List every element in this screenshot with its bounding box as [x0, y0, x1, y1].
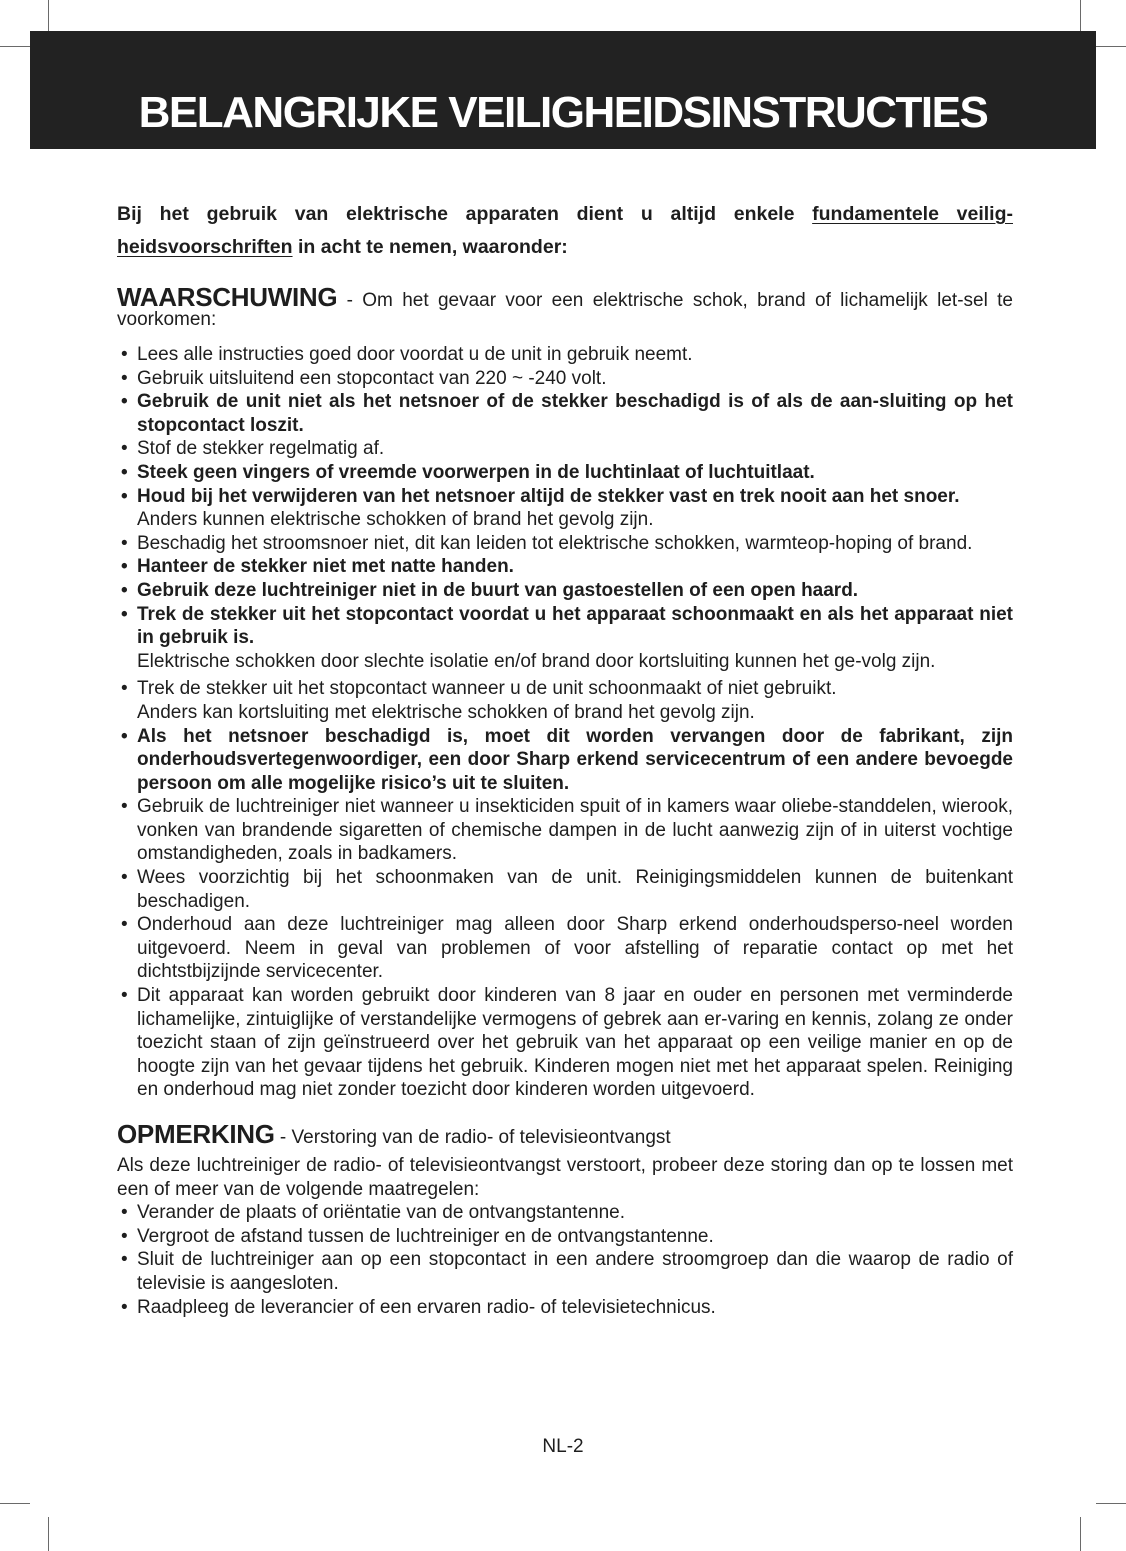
- list-item: [117, 1248, 1013, 1295]
- intro-paragraph: [117, 198, 1013, 264]
- note-heading-line: [117, 1119, 1013, 1150]
- page-title: BELANGRIJKE VEILIGHEIDSINSTRUCTIES: [138, 88, 988, 137]
- list-item: [117, 1201, 1013, 1225]
- list-item-text: Onderhoud aan deze luchtreiniger mag alleen door Sharp erkend onderhoudsperso-neel worden uitgevoerd. Neem in geval van problemen of voor afstelling of reparatie contact op met het dichtstbijzijnde servicecenter.: [137, 914, 1013, 983]
- list-item: [117, 725, 1013, 796]
- list-item: [117, 795, 1013, 866]
- list-item: [117, 390, 1013, 437]
- list-item-text: Stof de stekker regelmatig af.: [137, 438, 385, 460]
- warning-list: [117, 343, 1013, 1102]
- document-body: [117, 198, 1013, 1319]
- list-item-text: Hanteer de stekker niet met natte handen.: [137, 556, 514, 578]
- note-heading: OPMERKING: [117, 1119, 275, 1149]
- list-item: [117, 555, 1013, 579]
- list-item: [117, 461, 1013, 485]
- list-item-text: Sluit de luchtreiniger aan op een stopcontact in een andere stroomgroep dan die waarop de radio of televisie is aangesloten.: [137, 1249, 1013, 1294]
- list-item: [117, 579, 1013, 603]
- list-item-text: Gebruik deze luchtreiniger niet in de buurt van gastoestellen of een open haard.: [137, 579, 859, 601]
- warning-heading: WAARSCHUWING: [117, 282, 338, 312]
- list-item: [117, 1225, 1013, 1249]
- intro-text: Bij het gebruik van elektrische apparaten dient u altijd enkele: [117, 203, 813, 225]
- list-item-text: Dit apparaat kan worden gebruikt door kinderen van 8 jaar en ouder en personen met verminderde lichamelijke, zintuiglijke of verstandelijke vermogens of gebrek aan er-varing en kennis, zolang ze onder toezicht staan of zijn geïnstrueerd over het gebruik van het apparaat op een veilige manier en op de hoogte zijn van het gevaar tijdens het gebruik. Kinderen mogen niet met het apparaat spelen. Reiniging en onderhoud mag niet zonder toezicht door kinderen worden uitgevoerd.: [137, 985, 1013, 1101]
- list-item-text: Lees alle instructies goed door voordat u de unit in gebruik neemt.: [137, 344, 693, 365]
- list-item: [117, 913, 1013, 984]
- note-paragraph: Als deze luchtreiniger de radio- of televisieontvangst verstoort, probeer deze storing dan op te lossen met een of meer van de volgende maatregelen:: [117, 1155, 1013, 1200]
- crop-mark: [48, 0, 49, 34]
- list-item-note: Elektrische schokken door slechte isolatie en/of brand door kortsluiting kunnen het ge-volg zijn.: [137, 650, 936, 672]
- list-item-text: Trek de stekker uit het stopcontact wanneer u de unit schoonmaakt of niet gebruikt.: [137, 678, 837, 700]
- page-number: NL-2: [542, 1436, 584, 1457]
- note-subtitle: - Verstoring van de radio- of televisieontvangst: [274, 1127, 671, 1148]
- list-item-text: Steek geen vingers of vreemde voorwerpen in de luchtinlaat of luchtuitlaat.: [137, 461, 815, 483]
- list-item-text: Gebruik de unit niet als het netsnoer of de stekker beschadigd is of als de aan-sluiting op het stopcontact loszit.: [137, 391, 1013, 436]
- list-item-text: Raadpleeg de leverancier of een ervaren radio- of televisietechnicus.: [137, 1296, 716, 1318]
- list-item: [117, 367, 1013, 391]
- list-item: [117, 984, 1013, 1102]
- list-item-note: Anders kan kortsluiting met elektrische schokken of brand het gevolg zijn.: [137, 701, 755, 723]
- list-item-text: Vergroot de afstand tussen de luchtreiniger en de ontvangstantenne.: [137, 1225, 714, 1247]
- list-item: [117, 343, 1013, 367]
- list-item: [117, 485, 1013, 532]
- list-item-text: Houd bij het verwijderen van het netsnoer altijd de stekker vast en trek nooit aan het snoer.: [137, 485, 960, 507]
- crop-mark: [1080, 1517, 1081, 1551]
- list-item: [117, 1296, 1013, 1320]
- list-item: [117, 866, 1013, 913]
- list-item: [117, 677, 1013, 724]
- crop-mark: [1080, 0, 1081, 34]
- crop-mark: [48, 1517, 49, 1551]
- list-item-text: Beschadig het stroomsnoer niet, dit kan leiden tot elektrische schokken, warmteop-hoping of brand.: [137, 532, 973, 554]
- list-item-text: Gebruik de luchtreiniger niet wanneer u insekticiden spuit of in kamers waar oliebe-standdelen, wierook, vonken van brandende sigaretten of chemische dampen in de lucht aanwezig zijn of in uiterst vochtige omstandigheden, zoals in badkamers.: [137, 796, 1013, 865]
- list-item-text: Gebruik uitsluitend een stopcontact van 220 ~ -240 volt.: [137, 367, 607, 389]
- list-item: [117, 532, 1013, 556]
- warning-text: - Om het gevaar voor een elektrische schok, brand of lichamelijk let-sel te voorkomen:: [117, 290, 1013, 330]
- intro-text-end: in acht te nemen, waaronder:: [292, 236, 568, 258]
- intro-underlined: fundamentele veilig-heidsvoorschriften: [117, 203, 1013, 258]
- list-item-text: Als het netsnoer beschadigd is, moet dit worden vervangen door de fabrikant, zijn onderhoudsvertegenwoordiger, een door Sharp erkend servicecentrum of een andere bevoegde persoon om alle mogelijke risico’s uit te sluiten.: [137, 725, 1013, 794]
- list-item: [117, 603, 1013, 674]
- list-item-text: Trek de stekker uit het stopcontact voordat u het apparaat schoonmaakt en als het apparaat niet in gebruik is.: [137, 603, 1013, 649]
- crop-mark: [0, 46, 30, 47]
- list-item: [117, 437, 1013, 461]
- crop-mark: [1096, 46, 1126, 47]
- crop-mark: [0, 1503, 30, 1504]
- note-list: [117, 1201, 1013, 1319]
- crop-mark: [1096, 1503, 1126, 1504]
- list-item-note: Anders kunnen elektrische schokken of brand het gevolg zijn.: [137, 509, 654, 531]
- title-banner: [30, 31, 1096, 149]
- list-item-text: Verander de plaats of oriëntatie van de ontvangstantenne.: [137, 1202, 626, 1224]
- warning-paragraph: [117, 282, 1013, 330]
- list-item-text: Wees voorzichtig bij het schoonmaken van de unit. Reinigingsmiddelen kunnen de buitenkant beschadigen.: [137, 867, 1013, 912]
